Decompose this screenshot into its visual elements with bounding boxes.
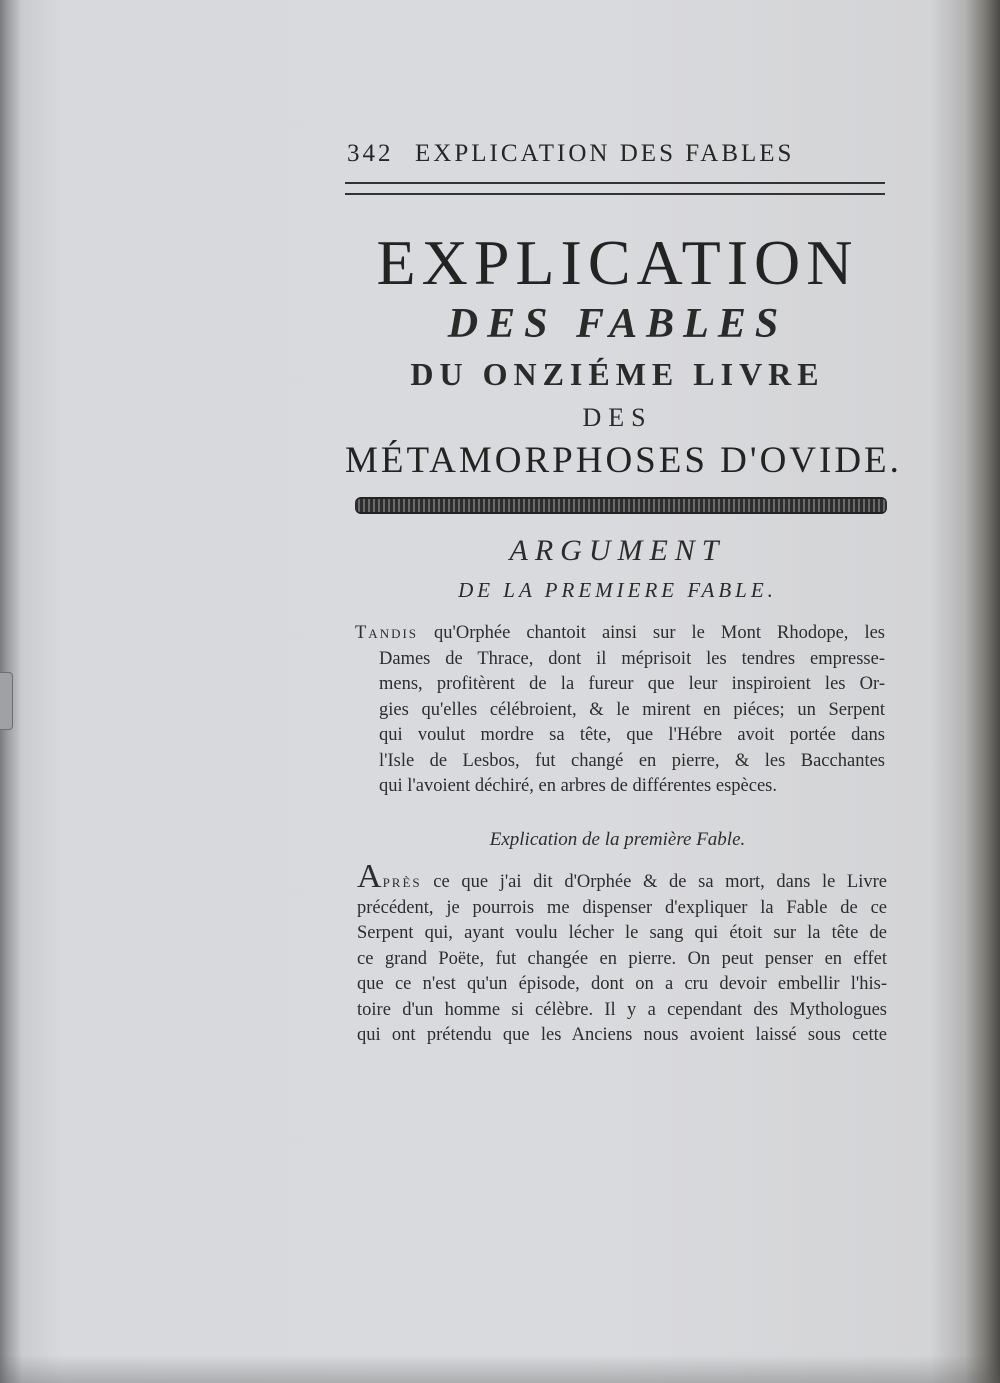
explication-heading: Explication de la première Fable. bbox=[489, 829, 746, 850]
title-des: DES bbox=[582, 403, 653, 432]
argument-line-1: qu'Orphée chantoit ainsi sur le Mont Rhodope, les bbox=[418, 623, 885, 643]
running-head-title: EXPLICATION DES FABLES bbox=[415, 140, 795, 167]
binding-clip bbox=[0, 672, 13, 730]
argument-heading: ARGUMENT bbox=[509, 534, 726, 567]
explication-line-3: Serpent qui, ayant voulu lécher le sang qui étoit sur la tête de bbox=[357, 923, 887, 943]
header-rule-bottom bbox=[345, 193, 885, 198]
explication-line-5: que ce n'est qu'un épisode, dont on a cru devoir embellir l'his- bbox=[357, 974, 887, 994]
argument-line-4: gies qu'elles célébroient, & le mirent en piéces; un Serpent bbox=[379, 699, 885, 720]
title-des-fables: DES FABLES bbox=[447, 301, 788, 347]
explication-line-4: ce grand Poëte, fut changée en pierre. On peut penser en effet bbox=[357, 948, 887, 969]
explication-line-1: ce que j'ai dit d'Orphée & de sa mort, dans le Livre bbox=[421, 872, 887, 892]
explication-lead-word: près bbox=[382, 872, 422, 892]
running-head bbox=[345, 138, 890, 172]
title-metamorphoses: MÉTAMORPHOSES D'OVIDE. bbox=[345, 440, 902, 481]
page-edge-shadow bbox=[0, 1355, 1000, 1383]
ornamental-rule bbox=[355, 497, 887, 514]
argument-paragraph bbox=[355, 621, 885, 800]
argument-line-2: Dames de Thrace, dont il méprisoit les tendres empresse- bbox=[379, 648, 885, 669]
page-number: 342 bbox=[347, 140, 394, 167]
argument-line-5: qui voulut mordre sa tête, que l'Hébre avoit portée dans bbox=[379, 725, 885, 745]
argument-subheading: DE LA PREMIERE FABLE. bbox=[458, 578, 777, 602]
argument-line-3: mens, profitèrent de la fureur que leur inspiroient les Or- bbox=[379, 674, 885, 694]
explication-paragraph bbox=[357, 858, 887, 1049]
argument-line-7: qui l'avoient déchiré, en arbres de différentes espèces. bbox=[379, 776, 777, 796]
title-explication: EXPLICATION bbox=[376, 227, 859, 298]
explication-line-7: qui ont prétendu que les Anciens nous avoient laissé sous cette bbox=[357, 1025, 887, 1045]
title-onzieme-livre: DU ONZIÉME LIVRE bbox=[410, 356, 825, 392]
explication-line-6: toire d'un homme si célèbre. Il y a cependant des Mythologues bbox=[357, 999, 887, 1020]
drop-cap: A bbox=[357, 858, 383, 895]
argument-line-6: l'Isle de Lesbos, fut changé en pierre, & les Bacchantes bbox=[379, 750, 885, 771]
explication-line-2: précédent, je pourrois me dispenser d'expliquer la Fable de ce bbox=[357, 897, 887, 918]
argument-lead-word: Tandis bbox=[355, 623, 419, 643]
